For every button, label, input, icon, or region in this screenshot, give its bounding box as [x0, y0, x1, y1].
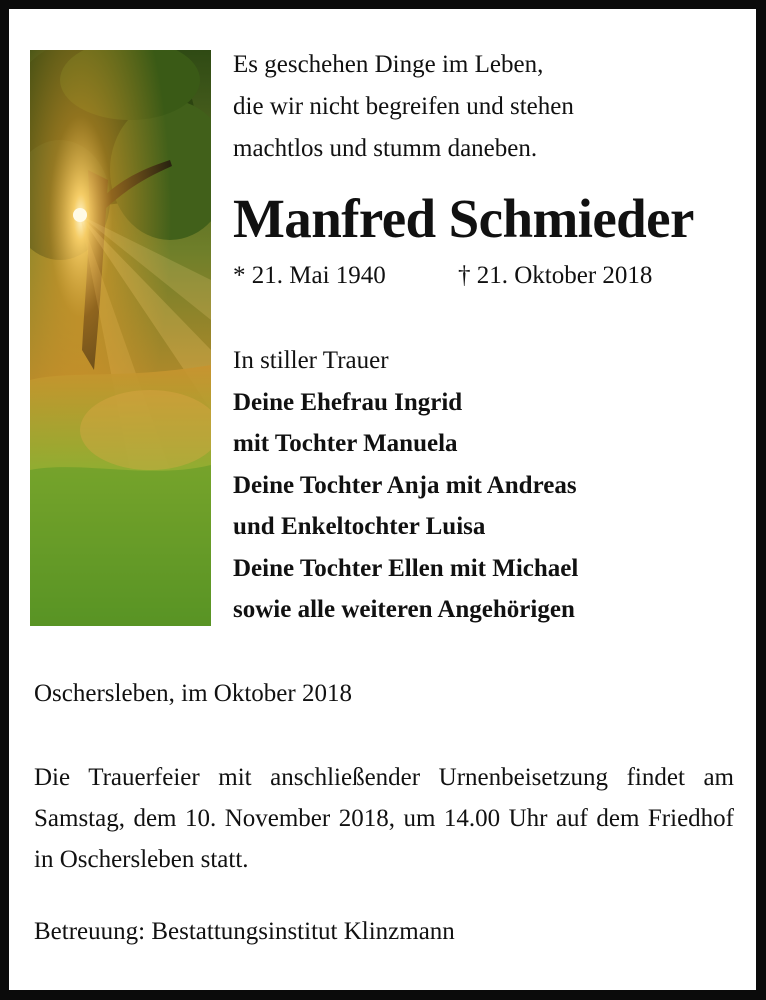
mourners-list: [233, 340, 578, 631]
quote-line: die wir nicht begreifen und stehen: [233, 93, 574, 120]
sunlit-tree-photo: [30, 50, 211, 626]
place-and-date: Oschersleben, im Oktober 2018: [34, 680, 352, 707]
mourner-line: mit Tochter Manuela: [233, 430, 458, 457]
mourner-line: Deine Ehefrau Ingrid: [233, 388, 463, 416]
mourning-intro: In stiller Trauer: [233, 347, 389, 374]
quote-line: Es geschehen Dinge im Leben,: [233, 51, 544, 78]
quote-line: machtlos und stumm daneben.: [233, 135, 538, 162]
memorial-quote: [233, 44, 574, 170]
life-dates: [233, 258, 653, 294]
mourner-line: Deine Tochter Ellen mit Michael: [233, 554, 579, 582]
birth-date: * 21. Mai 1940: [233, 262, 386, 289]
funeral-home-credit: Betreuung: Bestattungsinstitut Klinzmann: [34, 918, 455, 945]
death-date: † 21. Oktober 2018: [458, 262, 653, 289]
mourner-line: und Enkeltochter Luisa: [233, 513, 486, 540]
ceremony-details: Die Trauerfeier mit anschließender Urnenbeisetzung findet am Samstag, dem 10. November 2018, um 14.00 Uhr auf dem Friedhof in Oschersleben statt.: [34, 764, 734, 873]
sunlit-tree-illustration: [30, 50, 211, 626]
mourner-line: sowie alle weiteren Angehörigen: [233, 596, 575, 623]
deceased-name: Manfred Schmieder: [233, 188, 694, 249]
mourner-line: Deine Tochter Anja mit Andreas: [233, 471, 577, 499]
